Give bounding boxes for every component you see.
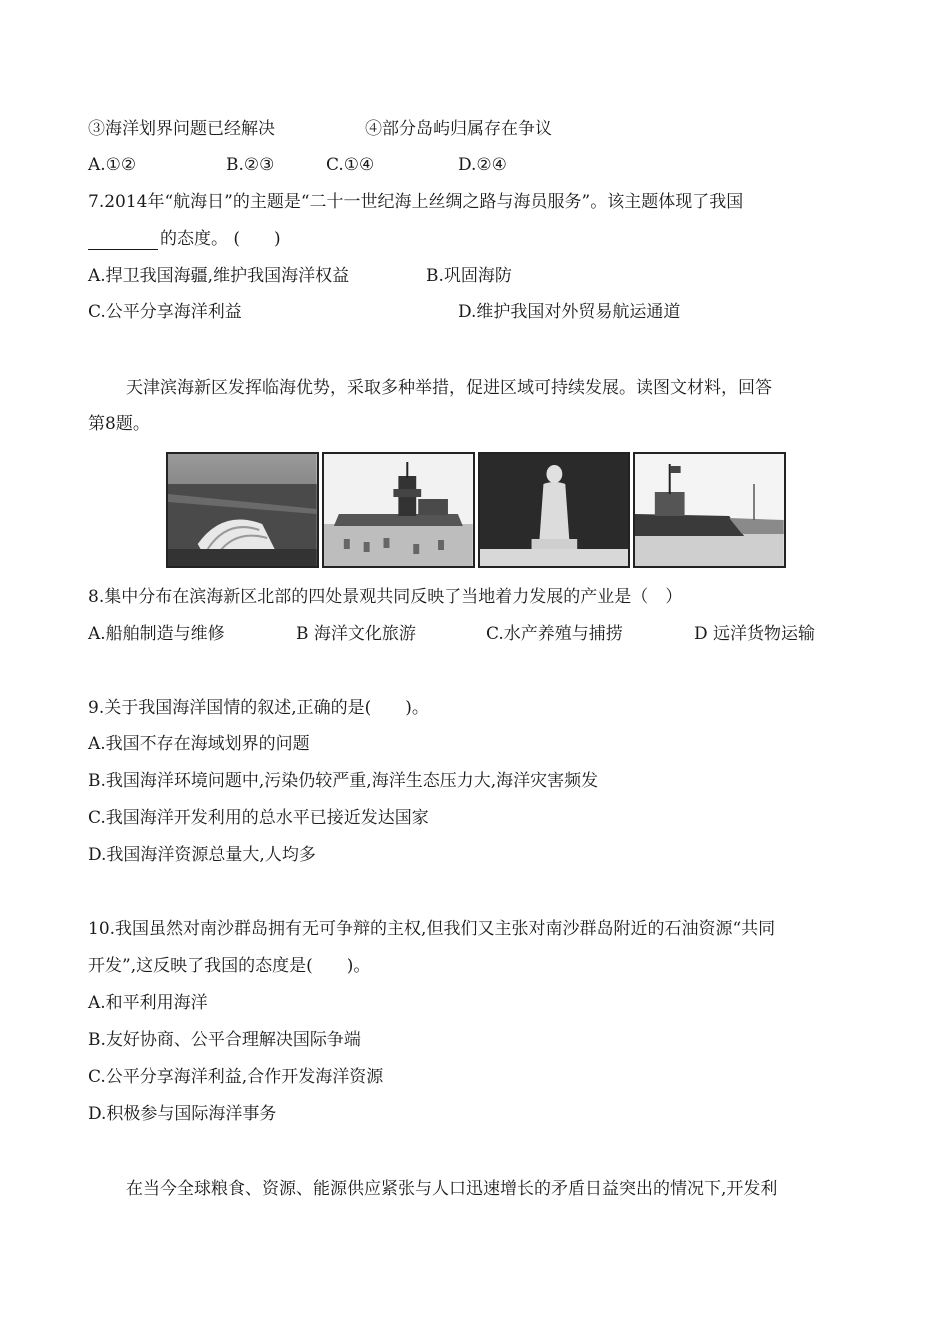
q7-option-d: D.维护我国对外贸易航运通道	[458, 302, 681, 322]
passage1-line1: 天津滨海新区发挥临海优势，采取多种举措，促进区域可持续发展。读图文材料，回答	[126, 378, 772, 398]
q6-item-4: ④部分岛屿归属存在争议	[365, 119, 552, 139]
q10-option-d: D.积极参与国际海洋事务	[88, 1104, 277, 1124]
q8-option-c: C.水产养殖与捕捞	[486, 624, 623, 644]
fishing-boats-photo	[633, 452, 786, 568]
q9-stem: 9.关于我国海洋国情的叙述,正确的是( )。	[88, 698, 429, 718]
statue-photo	[478, 452, 631, 568]
q8-option-d: D 远洋货物运输	[694, 624, 816, 644]
q9-option-d: D.我国海洋资源总量大,人均多	[88, 845, 316, 865]
q10-option-b: B.友好协商、公平合理解决国际争端	[88, 1030, 361, 1050]
q9-option-b: B.我国海洋环境问题中,污染仍较严重,海洋生态压力大,海洋灾害频发	[88, 771, 599, 791]
aircraft-carrier-photo	[322, 452, 475, 568]
q6-option-d: D.②④	[458, 155, 507, 175]
passage1-line2: 第8题。	[88, 414, 150, 434]
q9-option-c: C.我国海洋开发利用的总水平已接近发达国家	[88, 808, 429, 828]
q10-stem-line2: 开发”,这反映了我国的态度是( )。	[88, 956, 371, 976]
q9-option-a: A.我国不存在海域划界的问题	[88, 734, 310, 754]
q10-option-c: C.公平分享海洋利益,合作开发海洋资源	[88, 1067, 384, 1087]
q7-stem-line2-text: 的态度。 ( )	[160, 229, 281, 249]
q7-stem-line2	[88, 228, 281, 250]
q7-option-c: C.公平分享海洋利益	[88, 302, 242, 322]
q7-option-b: B.巩固海防	[426, 266, 512, 286]
q8-option-b: B 海洋文化旅游	[296, 624, 416, 644]
q7-option-a: A.捍卫我国海疆,维护我国海洋权益	[88, 266, 350, 286]
q6-option-b: B.②③	[226, 155, 275, 175]
q8-stem: 8.集中分布在滨海新区北部的四处景观共同反映了当地着力发展的产业是（ ）	[88, 587, 683, 607]
q6-option-c: C.①④	[326, 155, 375, 175]
q6-item-3: ③海洋划界问题已经解决	[88, 119, 275, 139]
q6-option-a: A.①②	[88, 155, 137, 175]
answer-blank	[88, 231, 158, 250]
q10-stem-line1: 10.我国虽然对南沙群岛拥有无可争辩的主权,但我们又主张对南沙群岛附近的石油资源“共同	[88, 919, 776, 939]
q7-stem-line1: 7.2014年“航海日”的主题是“二十一世纪海上丝绸之路与海员服务”。该主题体现了我国	[88, 192, 744, 212]
passage2-line1: 在当今全球粮食、资源、能源供应紧张与人口迅速增长的矛盾日益突出的情况下,开发利	[126, 1179, 778, 1199]
photo-strip	[166, 452, 786, 568]
q10-option-a: A.和平利用海洋	[88, 993, 208, 1013]
q8-option-a: A.船舶制造与维修	[88, 624, 225, 644]
industrial-building-photo	[166, 452, 319, 568]
